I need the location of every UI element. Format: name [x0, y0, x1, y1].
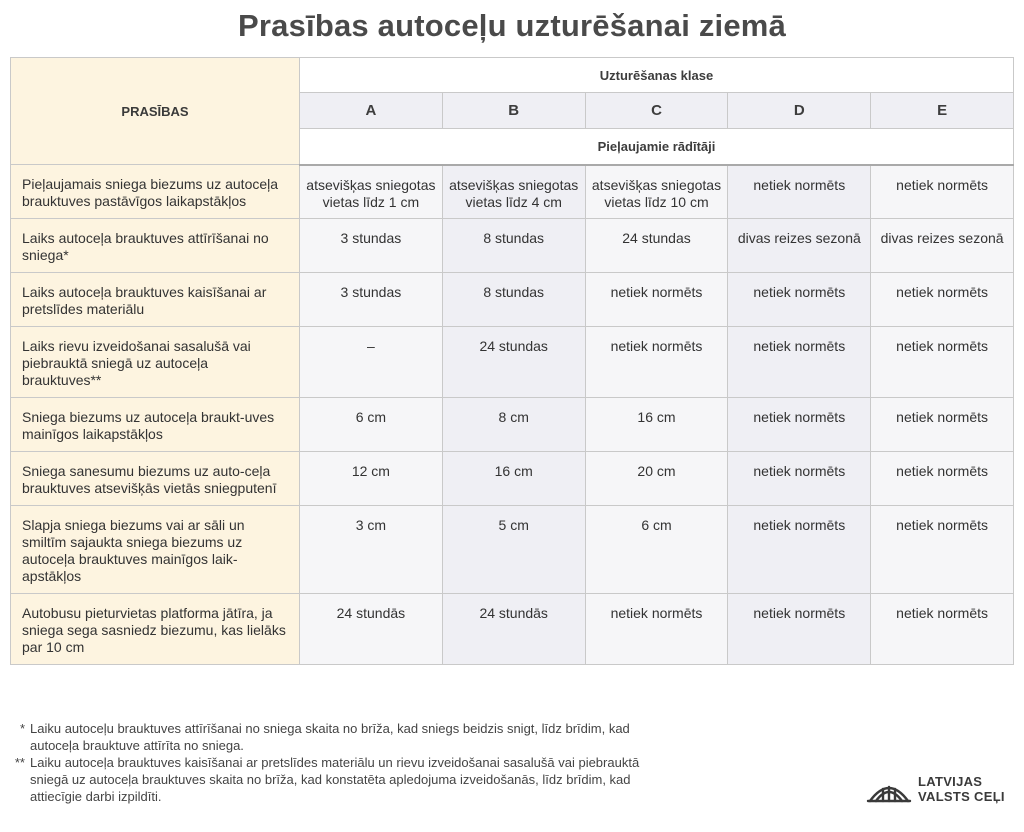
class-header-c: C	[585, 93, 728, 129]
table-cell-class-d: netiek normēts	[728, 594, 871, 665]
table-cell-class-b: 8 cm	[442, 398, 585, 452]
footnotes	[10, 720, 650, 805]
table-row	[11, 452, 1014, 506]
row-label: Sniega biezums uz autoceļa braukt-uves mainīgos laikapstākļos	[11, 398, 300, 452]
logo-line-1: LATVIJAS	[918, 774, 983, 789]
footnote-mark: **	[14, 755, 25, 770]
row-label: Laiks rievu izveidošanai sasalušā vai piebrauktā sniegā uz autoceļa brauktuves**	[11, 327, 300, 398]
table-row	[11, 594, 1014, 665]
footnote-1	[10, 720, 650, 754]
table-row	[11, 327, 1014, 398]
table-cell-class-e: divas reizes sezonā	[871, 219, 1014, 273]
table-cell-class-a: –	[300, 327, 443, 398]
table-cell-class-e: netiek normēts	[871, 327, 1014, 398]
row-label: Sniega sanesumu biezums uz auto-ceļa brauktuves atsevišķās vietās sniegputenī	[11, 452, 300, 506]
table-cell-class-d: netiek normēts	[728, 165, 871, 219]
requirements-header: PRASĪBAS	[11, 58, 300, 165]
latvijas-valsts-celi-logo	[866, 772, 1016, 806]
table-cell-class-d: netiek normēts	[728, 398, 871, 452]
table-cell-class-c: netiek normēts	[585, 273, 728, 327]
table-cell-class-e: netiek normēts	[871, 452, 1014, 506]
row-label: Pieļaujamais sniega biezums uz autoceļa brauktuves pastāvīgos laikapstākļos	[11, 165, 300, 219]
table-cell-class-c: 16 cm	[585, 398, 728, 452]
table-cell-class-b: 8 stundas	[442, 273, 585, 327]
maintenance-class-header: Uzturēšanas klase	[300, 58, 1014, 93]
footnote-mark: *	[19, 721, 25, 736]
class-header-d: D	[728, 93, 871, 129]
table-cell-class-c: 6 cm	[585, 506, 728, 594]
table-cell-class-d: netiek normēts	[728, 273, 871, 327]
table-cell-class-e: netiek normēts	[871, 594, 1014, 665]
table-cell-class-d: netiek normēts	[728, 506, 871, 594]
logo-line-2: VALSTS CEĻI	[918, 789, 1005, 804]
table-cell-class-e: netiek normēts	[871, 273, 1014, 327]
bridge-logo-icon	[866, 773, 912, 805]
table-cell-class-d: netiek normēts	[728, 452, 871, 506]
table-row	[11, 506, 1014, 594]
table-row	[11, 398, 1014, 452]
table-cell-class-a: 12 cm	[300, 452, 443, 506]
table-cell-class-c: atsevišķas sniegotas vietas līdz 10 cm	[585, 165, 728, 219]
table-cell-class-b: 8 stundas	[442, 219, 585, 273]
table-cell-class-a: 24 stundās	[300, 594, 443, 665]
footnote-text: Laiku autoceļu brauktuves attīrīšanai no sniega skaita no brīža, kad sniegs beidzis snigt, līdz brīdim, kad autoceļa brauktuve attīrīta no sniega.	[30, 721, 630, 753]
table-cell-class-a: 6 cm	[300, 398, 443, 452]
row-label: Laiks autoceļa brauktuves attīrīšanai no sniega*	[11, 219, 300, 273]
table-cell-class-d: divas reizes sezonā	[728, 219, 871, 273]
class-header-e: E	[871, 93, 1014, 129]
table-cell-class-c: netiek normēts	[585, 327, 728, 398]
class-header-a: A	[300, 93, 443, 129]
row-label: Slapja sniega biezums vai ar sāli un smiltīm sajaukta sniega biezums uz autoceļa brauktuves mainīgos laik-apstākļos	[11, 506, 300, 594]
table-cell-class-b: 16 cm	[442, 452, 585, 506]
row-label: Autobusu pieturvietas platforma jātīra, ja sniega sega sasniedz biezumu, kas lielāks par 10 cm	[11, 594, 300, 665]
table-cell-class-e: netiek normēts	[871, 506, 1014, 594]
page-title: Prasības autoceļu uzturēšanai ziemā	[238, 8, 786, 43]
requirements-table	[10, 57, 1014, 665]
table-cell-class-a: atsevišķas sniegotas vietas līdz 1 cm	[300, 165, 443, 219]
table-cell-class-d: netiek normēts	[728, 327, 871, 398]
table-row	[11, 273, 1014, 327]
table-cell-class-c: 20 cm	[585, 452, 728, 506]
table-cell-class-a: 3 stundas	[300, 273, 443, 327]
table-cell-class-b: 24 stundas	[442, 327, 585, 398]
table-cell-class-c: 24 stundas	[585, 219, 728, 273]
table-cell-class-e: netiek normēts	[871, 165, 1014, 219]
row-label: Laiks autoceļa brauktuves kaisīšanai ar pretslīdes materiālu	[11, 273, 300, 327]
table-cell-class-e: netiek normēts	[871, 398, 1014, 452]
table-cell-class-c: netiek normēts	[585, 594, 728, 665]
table-cell-class-b: atsevišķas sniegotas vietas līdz 4 cm	[442, 165, 585, 219]
footnote-2	[10, 754, 650, 805]
table-cell-class-b: 24 stundās	[442, 594, 585, 665]
allowed-values-header: Pieļaujamie rādītāji	[300, 129, 1014, 165]
table-row	[11, 165, 1014, 219]
class-header-b: B	[442, 93, 585, 129]
footnote-text: Laiku autoceļa brauktuves kaisīšanai ar pretslīdes materiālu un rievu izveidošanai sasalušā vai piebrauktā sniegā uz autoceļa brauktuves skaita no brīža, kad konstatēta apledojuma izveidošanās, līdz brīdim, kad attiecīgie darbi izpildīti.	[30, 755, 640, 804]
table-cell-class-a: 3 cm	[300, 506, 443, 594]
table-row	[11, 219, 1014, 273]
table-cell-class-b: 5 cm	[442, 506, 585, 594]
table-cell-class-a: 3 stundas	[300, 219, 443, 273]
